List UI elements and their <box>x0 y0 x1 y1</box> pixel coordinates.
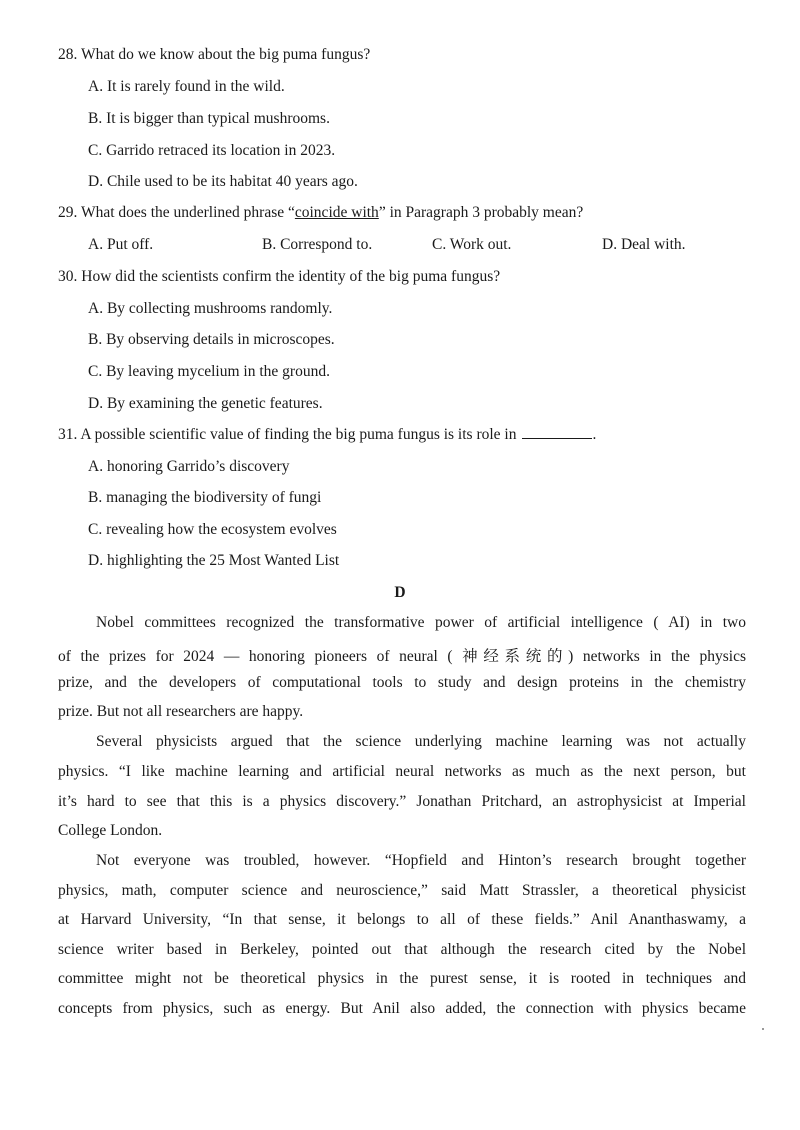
q29-option-c: C. Work out. <box>432 236 512 253</box>
q29-option-a: A. Put off. <box>88 236 154 253</box>
passage-line: College London. <box>58 822 163 839</box>
q29-stem <box>58 204 583 222</box>
q31-stem <box>58 426 596 444</box>
passage-line: at Harvard University, “In that sense, it belongs to all of these fields.” Anil Ananthaswamy, a <box>58 911 746 928</box>
q29-stem-post: ” in Paragraph 3 probably mean? <box>378 204 584 221</box>
passage-line: Several physicists argued that the science underlying machine learning was not actually <box>96 733 746 750</box>
section-d-heading: D <box>394 584 406 601</box>
q28-option-b: B. It is bigger than typical mushrooms. <box>88 110 330 127</box>
q28-stem: 28. What do we know about the big puma fungus? <box>58 46 371 63</box>
q30-stem: 30. How did the scientists confirm the identity of the big puma fungus? <box>58 268 501 285</box>
passage-line: Nobel committees recognized the transformative power of artificial intelligence ( AI) in two <box>96 614 746 631</box>
q28-option-c: C. Garrido retraced its location in 2023. <box>88 142 336 159</box>
passage-line: Not everyone was troubled, however. “Hopfield and Hinton’s research brought together <box>96 852 746 869</box>
q29-underlined-phrase: coincide with <box>294 204 379 221</box>
q29-option-d: D. Deal with. <box>602 236 686 253</box>
passage-line: science writer based in Berkeley, pointed out that although the research cited by the Nobel <box>58 941 746 958</box>
passage-line: concepts from physics, such as energy. But Anil also added, the connection with physics became <box>58 1000 746 1017</box>
passage-line: physics, math, computer science and neuroscience,” said Matt Strassler, a theoretical physicist <box>58 882 746 899</box>
scan-speck <box>762 1028 764 1030</box>
passage-line: prize. But not all researchers are happy. <box>58 703 304 720</box>
q31-option-b: B. managing the biodiversity of fungi <box>88 489 322 506</box>
q30-option-c: C. By leaving mycelium in the ground. <box>88 363 330 380</box>
q29-option-b: B. Correspond to. <box>262 236 373 253</box>
q31-option-a: A. honoring Garrido’s discovery <box>88 458 290 475</box>
passage-line: committee might not be theoretical physics in the purest sense, it is rooted in techniques and <box>58 970 746 987</box>
passage-line: of the prizes for 2024 — honoring pioneers of neural ( 神经系统的) networks in the physics <box>58 648 746 665</box>
passage-line: it’s hard to see that this is a physics discovery.” Jonathan Pritchard, an astrophysicist at Imperial <box>58 793 746 810</box>
passage-line: prize, and the developers of computational tools to study and design proteins in the chemistry <box>58 674 746 691</box>
q28-option-d: D. Chile used to be its habitat 40 years ago. <box>88 173 358 190</box>
q30-option-d: D. By examining the genetic features. <box>88 395 323 412</box>
q31-option-d: D. highlighting the 25 Most Wanted List <box>88 552 340 569</box>
q30-option-a: A. By collecting mushrooms randomly. <box>88 300 333 317</box>
q29-stem-pre: 29. What does the underlined phrase “ <box>58 204 295 221</box>
q31-stem-text: 31. A possible scientific value of finding the big puma fungus is its role in <box>58 426 517 443</box>
q31-stem-end: . <box>592 426 597 443</box>
q31-answer-blank <box>522 438 592 439</box>
passage-line: physics. “I like machine learning and artificial neural networks as much as the next person, but <box>58 763 746 780</box>
q31-option-c: C. revealing how the ecosystem evolves <box>88 521 337 538</box>
q30-option-b: B. By observing details in microscopes. <box>88 331 335 348</box>
q28-option-a: A. It is rarely found in the wild. <box>88 78 285 95</box>
